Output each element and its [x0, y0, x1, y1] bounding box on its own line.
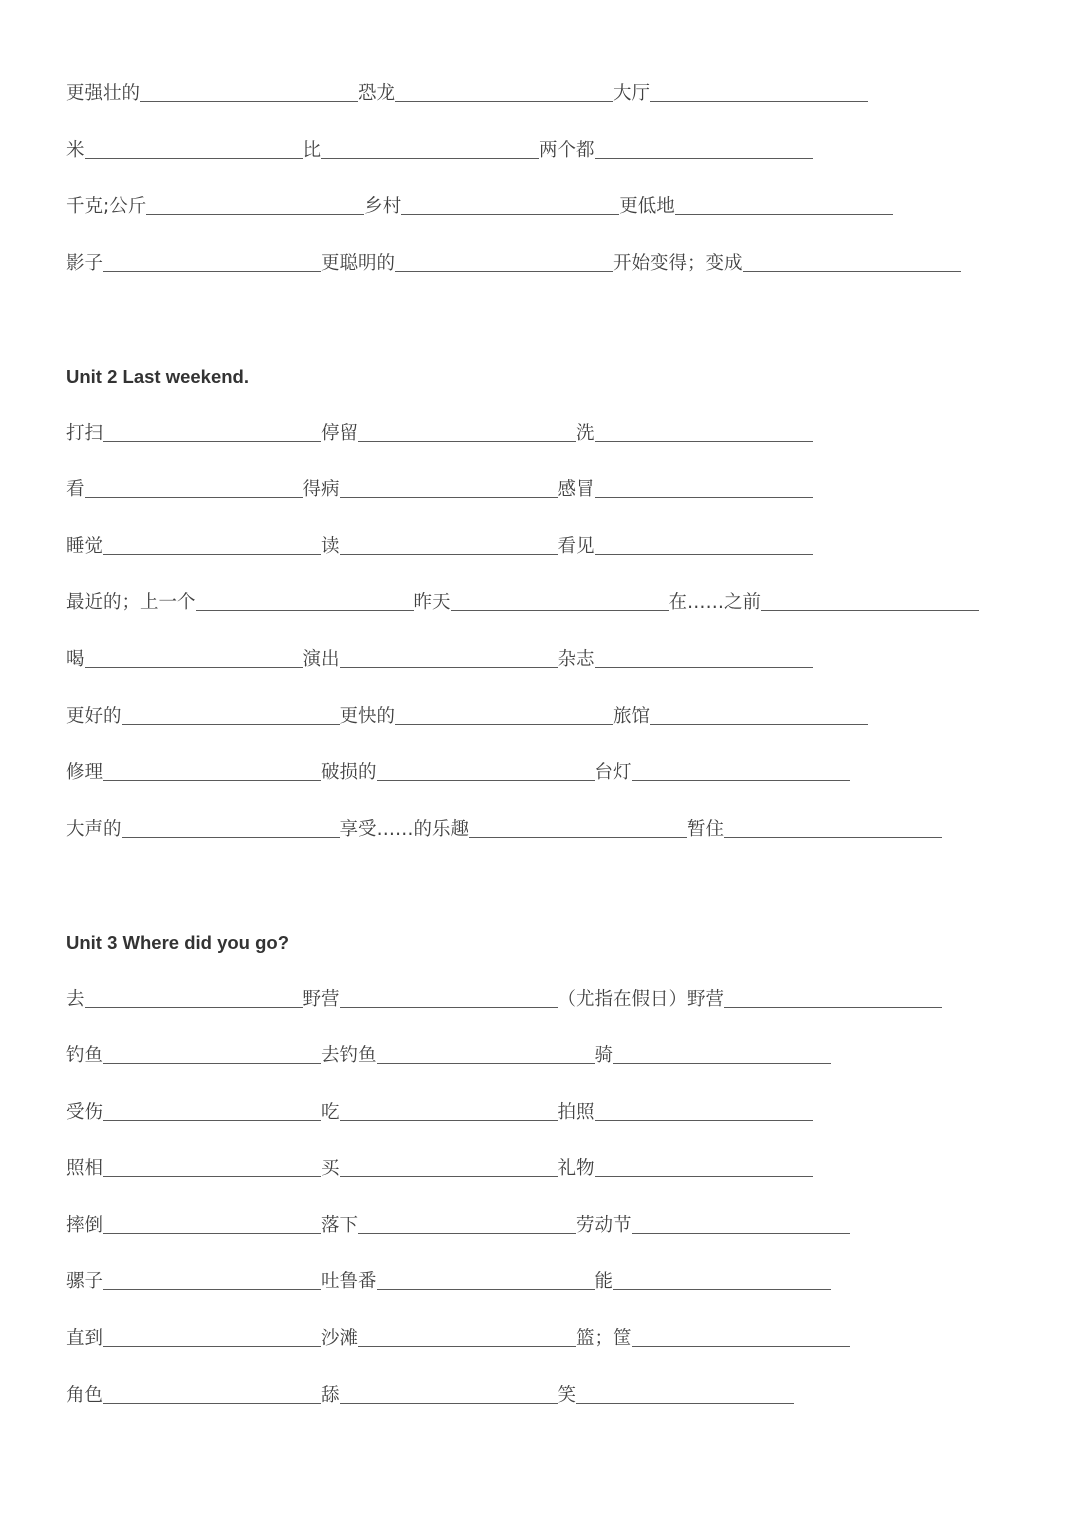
vocab-row — [0, 236, 1080, 293]
vocab-label: 吃 — [321, 1101, 340, 1123]
vocab-row — [0, 632, 1080, 689]
answer-blank — [595, 554, 813, 555]
vocab-label: 昨天 — [413, 592, 451, 614]
vocab-label: 骑 — [594, 1045, 614, 1067]
vocab-label: 劳动节 — [576, 1214, 632, 1236]
answer-blank — [321, 158, 539, 159]
vocab-label: 看 — [66, 479, 85, 501]
vocab-label: 开始变得；变成 — [613, 252, 743, 274]
vocab-label: （尤指在假日）野营 — [557, 988, 725, 1010]
answer-blank — [85, 1007, 303, 1008]
vocab-label: 演出 — [302, 648, 340, 670]
answer-blank — [146, 214, 364, 215]
answer-blank — [103, 1176, 321, 1177]
vocab-label: 乡村 — [364, 196, 402, 218]
vocab-label: 修理 — [66, 762, 104, 784]
section-gap — [0, 858, 1080, 915]
vocab-row — [0, 972, 1080, 1029]
answer-blank — [340, 1176, 558, 1177]
answer-blank — [395, 271, 613, 272]
answer-blank — [724, 837, 942, 838]
vocab-label: 篮；筐 — [576, 1328, 632, 1350]
vocab-label: 喝 — [66, 648, 85, 670]
vocab-row — [0, 66, 1080, 123]
vocab-label: 舔 — [321, 1384, 340, 1406]
vocab-label: 笑 — [557, 1384, 577, 1406]
vocab-label: 打扫 — [66, 422, 104, 444]
answer-blank — [122, 837, 340, 838]
vocab-row — [0, 406, 1080, 463]
vocab-label: 台灯 — [594, 762, 632, 784]
vocab-label: 大厅 — [613, 83, 651, 104]
vocab-label: 看见 — [557, 535, 595, 557]
vocab-label: 受伤 — [66, 1101, 104, 1123]
answer-blank — [85, 667, 303, 668]
vocab-label: 摔倒 — [66, 1214, 104, 1236]
vocab-label: 在……之前 — [668, 592, 762, 614]
answer-blank — [340, 554, 558, 555]
vocab-label: 吐鲁番 — [321, 1271, 377, 1293]
answer-blank — [595, 497, 813, 498]
answer-blank — [675, 214, 893, 215]
answer-blank — [595, 158, 813, 159]
answer-blank — [103, 780, 321, 781]
vocab-label: 破损的 — [321, 762, 377, 784]
vocab-row — [0, 1368, 1080, 1425]
vocab-label: 享受……的乐趣 — [339, 818, 470, 840]
vocab-label: 能 — [594, 1271, 614, 1293]
vocab-label: 得病 — [302, 479, 340, 501]
answer-blank — [576, 1403, 794, 1404]
vocab-label: 拍照 — [557, 1101, 595, 1123]
vocab-label: 读 — [321, 535, 340, 557]
answer-blank — [469, 837, 687, 838]
vocab-label: 更快的 — [339, 705, 396, 727]
vocab-label: 角色 — [66, 1384, 104, 1406]
answer-blank — [595, 667, 813, 668]
vocab-label: 买 — [321, 1158, 340, 1180]
answer-blank — [103, 1063, 321, 1064]
answer-blank — [650, 101, 868, 102]
answer-blank — [85, 158, 303, 159]
unit-2-heading: Unit 2 Last weekend. — [66, 365, 249, 387]
vocab-label: 两个都 — [539, 139, 595, 161]
vocab-label: 沙滩 — [321, 1328, 359, 1350]
answer-blank — [358, 441, 576, 442]
vocab-row — [0, 1198, 1080, 1255]
answer-blank — [340, 1007, 558, 1008]
vocab-row — [0, 689, 1080, 746]
answer-blank — [401, 214, 619, 215]
answer-blank — [340, 497, 558, 498]
answer-blank — [613, 1063, 831, 1064]
answer-blank — [103, 441, 321, 442]
answer-blank — [358, 1346, 576, 1347]
answer-blank — [613, 1289, 831, 1290]
answer-blank — [103, 271, 321, 272]
answer-blank — [103, 1233, 321, 1234]
vocab-label: 去钓鱼 — [321, 1045, 377, 1067]
answer-blank — [122, 724, 340, 725]
answer-blank — [85, 497, 303, 498]
answer-blank — [595, 441, 813, 442]
vocab-label: 更聪明的 — [321, 252, 396, 274]
answer-blank — [595, 1176, 813, 1177]
vocab-row — [0, 575, 1080, 632]
vocab-row — [0, 745, 1080, 802]
answer-blank — [103, 554, 321, 555]
answer-blank — [358, 1233, 576, 1234]
vocab-row — [0, 1085, 1080, 1142]
vocab-row — [0, 1254, 1080, 1311]
vocab-label: 停留 — [321, 422, 359, 444]
vocab-row — [0, 462, 1080, 519]
answer-blank — [724, 1007, 942, 1008]
vocab-label: 直到 — [66, 1328, 104, 1350]
answer-blank — [377, 780, 595, 781]
vocab-label: 千克;公斤 — [66, 196, 147, 218]
answer-blank — [340, 1120, 558, 1121]
vocab-label: 野营 — [302, 988, 340, 1010]
vocab-label: 更强壮的 — [66, 83, 141, 104]
answer-blank — [595, 1120, 813, 1121]
vocab-label: 骡子 — [66, 1271, 104, 1293]
vocab-label: 感冒 — [557, 479, 595, 501]
vocab-row — [0, 1141, 1080, 1198]
vocab-row — [0, 1311, 1080, 1368]
answer-blank — [377, 1289, 595, 1290]
vocab-row — [0, 519, 1080, 576]
answer-blank — [103, 1403, 321, 1404]
vocab-label: 更低地 — [619, 196, 675, 218]
vocab-label: 旅馆 — [613, 705, 651, 727]
vocab-label: 照相 — [66, 1158, 104, 1180]
answer-blank — [103, 1346, 321, 1347]
answer-blank — [340, 667, 558, 668]
answer-blank — [632, 1233, 850, 1234]
answer-blank — [451, 610, 669, 611]
vocab-label: 落下 — [321, 1214, 359, 1236]
answer-blank — [632, 1346, 850, 1347]
vocab-label: 去 — [66, 988, 85, 1010]
vocab-label: 洗 — [576, 422, 595, 444]
answer-blank — [395, 724, 613, 725]
vocab-label: 礼物 — [557, 1158, 595, 1180]
vocab-label: 钓鱼 — [66, 1045, 104, 1067]
vocab-label: 最近的；上一个 — [66, 592, 196, 614]
vocab-label: 影子 — [66, 252, 104, 274]
vocab-label: 米 — [66, 139, 85, 161]
answer-blank — [140, 101, 358, 102]
answer-blank — [196, 610, 414, 611]
answer-blank — [650, 724, 868, 725]
answer-blank — [377, 1063, 595, 1064]
vocab-label: 大声的 — [66, 818, 122, 840]
answer-blank — [761, 610, 979, 611]
vocab-row — [0, 123, 1080, 180]
answer-blank — [395, 101, 613, 102]
section-gap — [0, 292, 1080, 349]
answer-blank — [632, 780, 850, 781]
vocab-label: 恐龙 — [358, 83, 396, 104]
answer-blank — [743, 271, 961, 272]
vocab-row — [0, 802, 1080, 859]
vocab-row — [0, 1028, 1080, 1085]
unit-3-heading: Unit 3 Where did you go? — [66, 931, 290, 953]
answer-blank — [103, 1289, 321, 1290]
vocab-row — [0, 179, 1080, 236]
vocab-label: 暂住 — [687, 818, 725, 840]
vocab-label: 更好的 — [66, 705, 122, 727]
vocab-label: 比 — [302, 139, 322, 161]
answer-blank — [340, 1403, 558, 1404]
vocab-label: 杂志 — [557, 648, 595, 670]
answer-blank — [103, 1120, 321, 1121]
vocab-label: 睡觉 — [66, 535, 104, 557]
